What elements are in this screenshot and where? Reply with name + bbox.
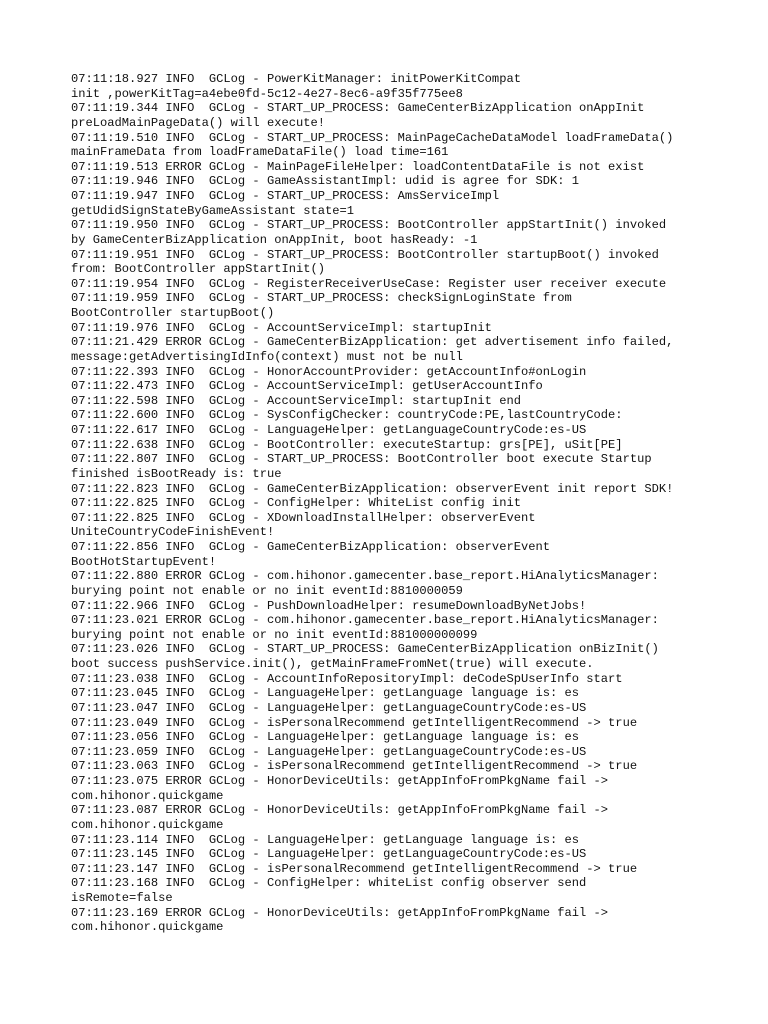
log-line: 07:11:19.954 INFO GCLog - RegisterReceiverUseCase: Register user receiver execute bbox=[71, 276, 667, 291]
log-line: 07:11:22.393 INFO GCLog - HonorAccountProvider: getAccountInfo#onLogin bbox=[71, 364, 587, 379]
log-line: 07:11:19.951 INFO GCLog - START_UP_PROCESS: BootController startupBoot() invoked bbox=[71, 247, 659, 262]
log-line: 07:11:19.510 INFO GCLog - START_UP_PROCESS: MainPageCacheDataModel loadFrameData() bbox=[71, 130, 674, 145]
log-line: 07:11:23.145 INFO GCLog - LanguageHelper: getLanguageCountryCode:es-US bbox=[71, 847, 587, 862]
log-line: com.hihonor.quickgame bbox=[71, 817, 224, 832]
log-line: 07:11:19.946 INFO GCLog - GameAssistantImpl: udid is agree for SDK: 1 bbox=[71, 174, 580, 189]
log-line: burying point not enable or no init eventId:881000000099 bbox=[71, 627, 478, 642]
log-line: com.hihonor.quickgame bbox=[71, 920, 224, 935]
log-line: 07:11:23.169 ERROR GCLog - HonorDeviceUtils: getAppInfoFromPkgName fail -> bbox=[71, 905, 609, 920]
log-line: 07:11:22.880 ERROR GCLog - com.hihonor.gamecenter.base_report.HiAnalyticsManager: bbox=[71, 569, 659, 584]
log-line: com.hihonor.quickgame bbox=[71, 788, 224, 803]
log-line: 07:11:22.807 INFO GCLog - START_UP_PROCESS: BootController boot execute Startup bbox=[71, 452, 652, 467]
log-line: 07:11:22.823 INFO GCLog - GameCenterBizApplication: observerEvent init report SDK! bbox=[71, 481, 674, 496]
log-line: from: BootController appStartInit() bbox=[71, 262, 326, 277]
log-line: 07:11:23.038 INFO GCLog - AccountInfoRepositoryImpl: deCodeSpUserInfo start bbox=[71, 671, 623, 686]
log-line: isRemote=false bbox=[71, 891, 173, 905]
log-line: 07:11:23.021 ERROR GCLog - com.hihonor.gamecenter.base_report.HiAnalyticsManager: bbox=[71, 613, 659, 628]
log-line: 07:11:19.976 INFO GCLog - AccountServiceImpl: startupInit bbox=[71, 320, 492, 335]
log-line: burying point not enable or no init eventId:8810000059 bbox=[71, 583, 463, 598]
log-line: boot success pushService.init(), getMainFrameFromNet(true) will execute. bbox=[71, 657, 594, 671]
log-line: 07:11:23.087 ERROR GCLog - HonorDeviceUtils: getAppInfoFromPkgName fail -> bbox=[71, 803, 609, 818]
log-line: 07:11:23.049 INFO GCLog - isPersonalRecommend getIntelligentRecommend -> true bbox=[71, 715, 638, 730]
log-line: 07:11:23.026 INFO GCLog - START_UP_PROCESS: GameCenterBizApplication onBizInit() bbox=[71, 642, 659, 657]
log-line: preLoadMainPageData() will execute! bbox=[71, 115, 326, 130]
log-line: 07:11:23.045 INFO GCLog - LanguageHelper: getLanguage language is: es bbox=[71, 686, 580, 701]
log-line: message:getAdvertisingIdInfo(context) must not be null bbox=[71, 349, 463, 364]
log-line: 07:11:22.966 INFO GCLog - PushDownloadHelper: resumeDownloadByNetJobs! bbox=[71, 598, 587, 613]
log-line: 07:11:22.617 INFO GCLog - LanguageHelper: getLanguageCountryCode:es-US bbox=[71, 423, 587, 437]
log-line: BootHotStartupEvent! bbox=[71, 554, 217, 569]
log-line: 07:11:22.825 INFO GCLog - ConfigHelper: WhiteList config init bbox=[71, 496, 521, 511]
log-line: 07:11:19.344 INFO GCLog - START_UP_PROCESS: GameCenterBizApplication onAppInit bbox=[71, 101, 645, 116]
log-line: by GameCenterBizApplication onAppInit, boot hasReady: -1 bbox=[71, 232, 478, 247]
log-line: 07:11:19.950 INFO GCLog - START_UP_PROCESS: BootController appStartInit() invoked bbox=[71, 218, 667, 233]
log-line: 07:11:22.638 INFO GCLog - BootController: executeStartup: grs[PE], uSit[PE] bbox=[71, 437, 623, 452]
log-line: 07:11:23.056 INFO GCLog - LanguageHelper: getLanguage language is: es bbox=[71, 730, 580, 745]
log-text-block bbox=[71, 72, 731, 935]
log-line: 07:11:23.047 INFO GCLog - LanguageHelper: getLanguageCountryCode:es-US bbox=[71, 700, 587, 715]
log-line: 07:11:19.513 ERROR GCLog - MainPageFileHelper: loadContentDataFile is not exist bbox=[71, 159, 645, 174]
log-line: 07:11:23.168 INFO GCLog - ConfigHelper: whiteList config observer send bbox=[71, 876, 587, 891]
log-line: 07:11:23.147 INFO GCLog - isPersonalRecommend getIntelligentRecommend -> true bbox=[71, 861, 638, 876]
log-line: 07:11:23.059 INFO GCLog - LanguageHelper: getLanguageCountryCode:es-US bbox=[71, 744, 587, 759]
log-line: BootController startupBoot() bbox=[71, 306, 275, 320]
log-line: init ,powerKitTag=a4ebe0fd-5c12-4e27-8ec6-a9f35f775ee8 bbox=[71, 86, 463, 101]
log-line: 07:11:21.429 ERROR GCLog - GameCenterBizApplication: get advertisement info failed, bbox=[71, 335, 674, 350]
log-line: 07:11:23.075 ERROR GCLog - HonorDeviceUtils: getAppInfoFromPkgName fail -> bbox=[71, 774, 609, 788]
log-line: UniteCountryCodeFinishEvent! bbox=[71, 525, 275, 540]
log-line: getUdidSignStateByGameAssistant state=1 bbox=[71, 203, 355, 218]
log-line: 07:11:23.063 INFO GCLog - isPersonalRecommend getIntelligentRecommend -> true bbox=[71, 759, 638, 774]
log-line: 07:11:19.959 INFO GCLog - START_UP_PROCESS: checkSignLoginState from bbox=[71, 291, 572, 306]
log-line: 07:11:23.114 INFO GCLog - LanguageHelper: getLanguage language is: es bbox=[71, 832, 580, 847]
log-line: mainFrameData from loadFrameDataFile() load time=161 bbox=[71, 145, 449, 160]
log-line: finished isBootReady is: true bbox=[71, 466, 282, 481]
log-line: 07:11:22.825 INFO GCLog - XDownloadInstallHelper: observerEvent bbox=[71, 510, 536, 525]
log-line: 07:11:22.600 INFO GCLog - SysConfigChecker: countryCode:PE,lastCountryCode: bbox=[71, 408, 623, 423]
log-line: 07:11:19.947 INFO GCLog - START_UP_PROCESS: AmsServiceImpl bbox=[71, 189, 500, 203]
log-line: 07:11:22.473 INFO GCLog - AccountServiceImpl: getUserAccountInfo bbox=[71, 379, 543, 394]
log-line: 07:11:22.856 INFO GCLog - GameCenterBizApplication: observerEvent bbox=[71, 540, 550, 554]
log-line: 07:11:18.927 INFO GCLog - PowerKitManager: initPowerKitCompat bbox=[71, 72, 521, 86]
log-line: 07:11:22.598 INFO GCLog - AccountServiceImpl: startupInit end bbox=[71, 393, 521, 408]
